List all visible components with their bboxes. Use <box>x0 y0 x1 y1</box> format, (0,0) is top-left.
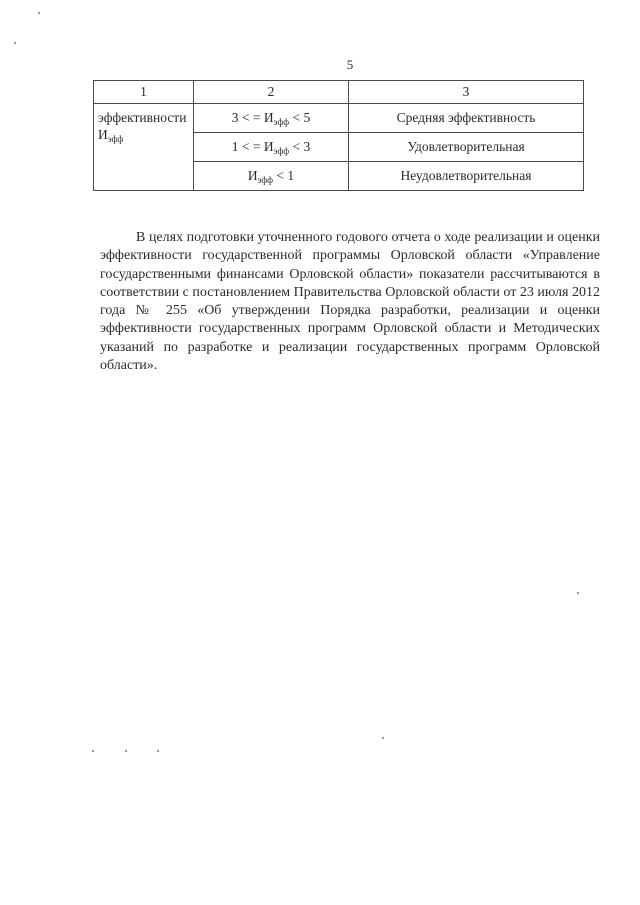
column-header: 3 <box>349 81 584 104</box>
scan-speck <box>157 750 159 752</box>
condition-subscript: эфф <box>273 116 290 127</box>
indicator-symbol: И <box>98 127 108 142</box>
scan-speck <box>92 750 94 752</box>
condition-right: < 5 <box>289 109 311 125</box>
indicator-subscript: эфф <box>107 134 124 144</box>
body-paragraph: В целях подготовки уточненного годового отчета о ходе реализации и оценки эффективности государственной программы Орловской области «Управление государственными финансами Орловской области» показатели рассчитываются в соответствии с постановлением Правительства Орловской области от 23 июля 2012 года № 255 «Об утверждении Порядка разработки, реализации и оценки эффективности государственных программ Орловской области и Методических указаний по разработке и реализации государственных программ Орловской области». <box>100 230 600 374</box>
condition-left: 3 < = И <box>231 109 274 125</box>
table-header-row <box>94 81 584 104</box>
scan-speck <box>38 12 40 14</box>
condition-subscript: эфф <box>257 174 274 185</box>
condition-left: 1 < = И <box>231 138 274 154</box>
condition-right: < 1 <box>273 167 295 183</box>
assessment-cell: Средняя эффективность <box>349 104 584 133</box>
efficiency-table <box>93 80 584 191</box>
condition-cell <box>194 133 349 162</box>
condition-left: И <box>247 167 258 183</box>
scan-speck <box>382 737 384 739</box>
condition-cell <box>194 162 349 191</box>
table-row <box>94 104 584 133</box>
scan-speck <box>125 750 127 752</box>
assessment-cell: Неудовлетворительная <box>349 162 584 191</box>
assessment-cell: Удовлетворительная <box>349 133 584 162</box>
condition-right: < 3 <box>289 138 311 154</box>
page-number: 5 <box>346 57 354 72</box>
indicator-cell <box>94 104 194 191</box>
condition-subscript: эфф <box>273 145 290 156</box>
condition-cell <box>194 104 349 133</box>
column-header: 2 <box>194 81 349 104</box>
column-header: 1 <box>94 81 194 104</box>
indicator-label: эффективности <box>98 110 187 125</box>
scan-speck <box>577 592 579 594</box>
scan-speck <box>14 42 16 44</box>
